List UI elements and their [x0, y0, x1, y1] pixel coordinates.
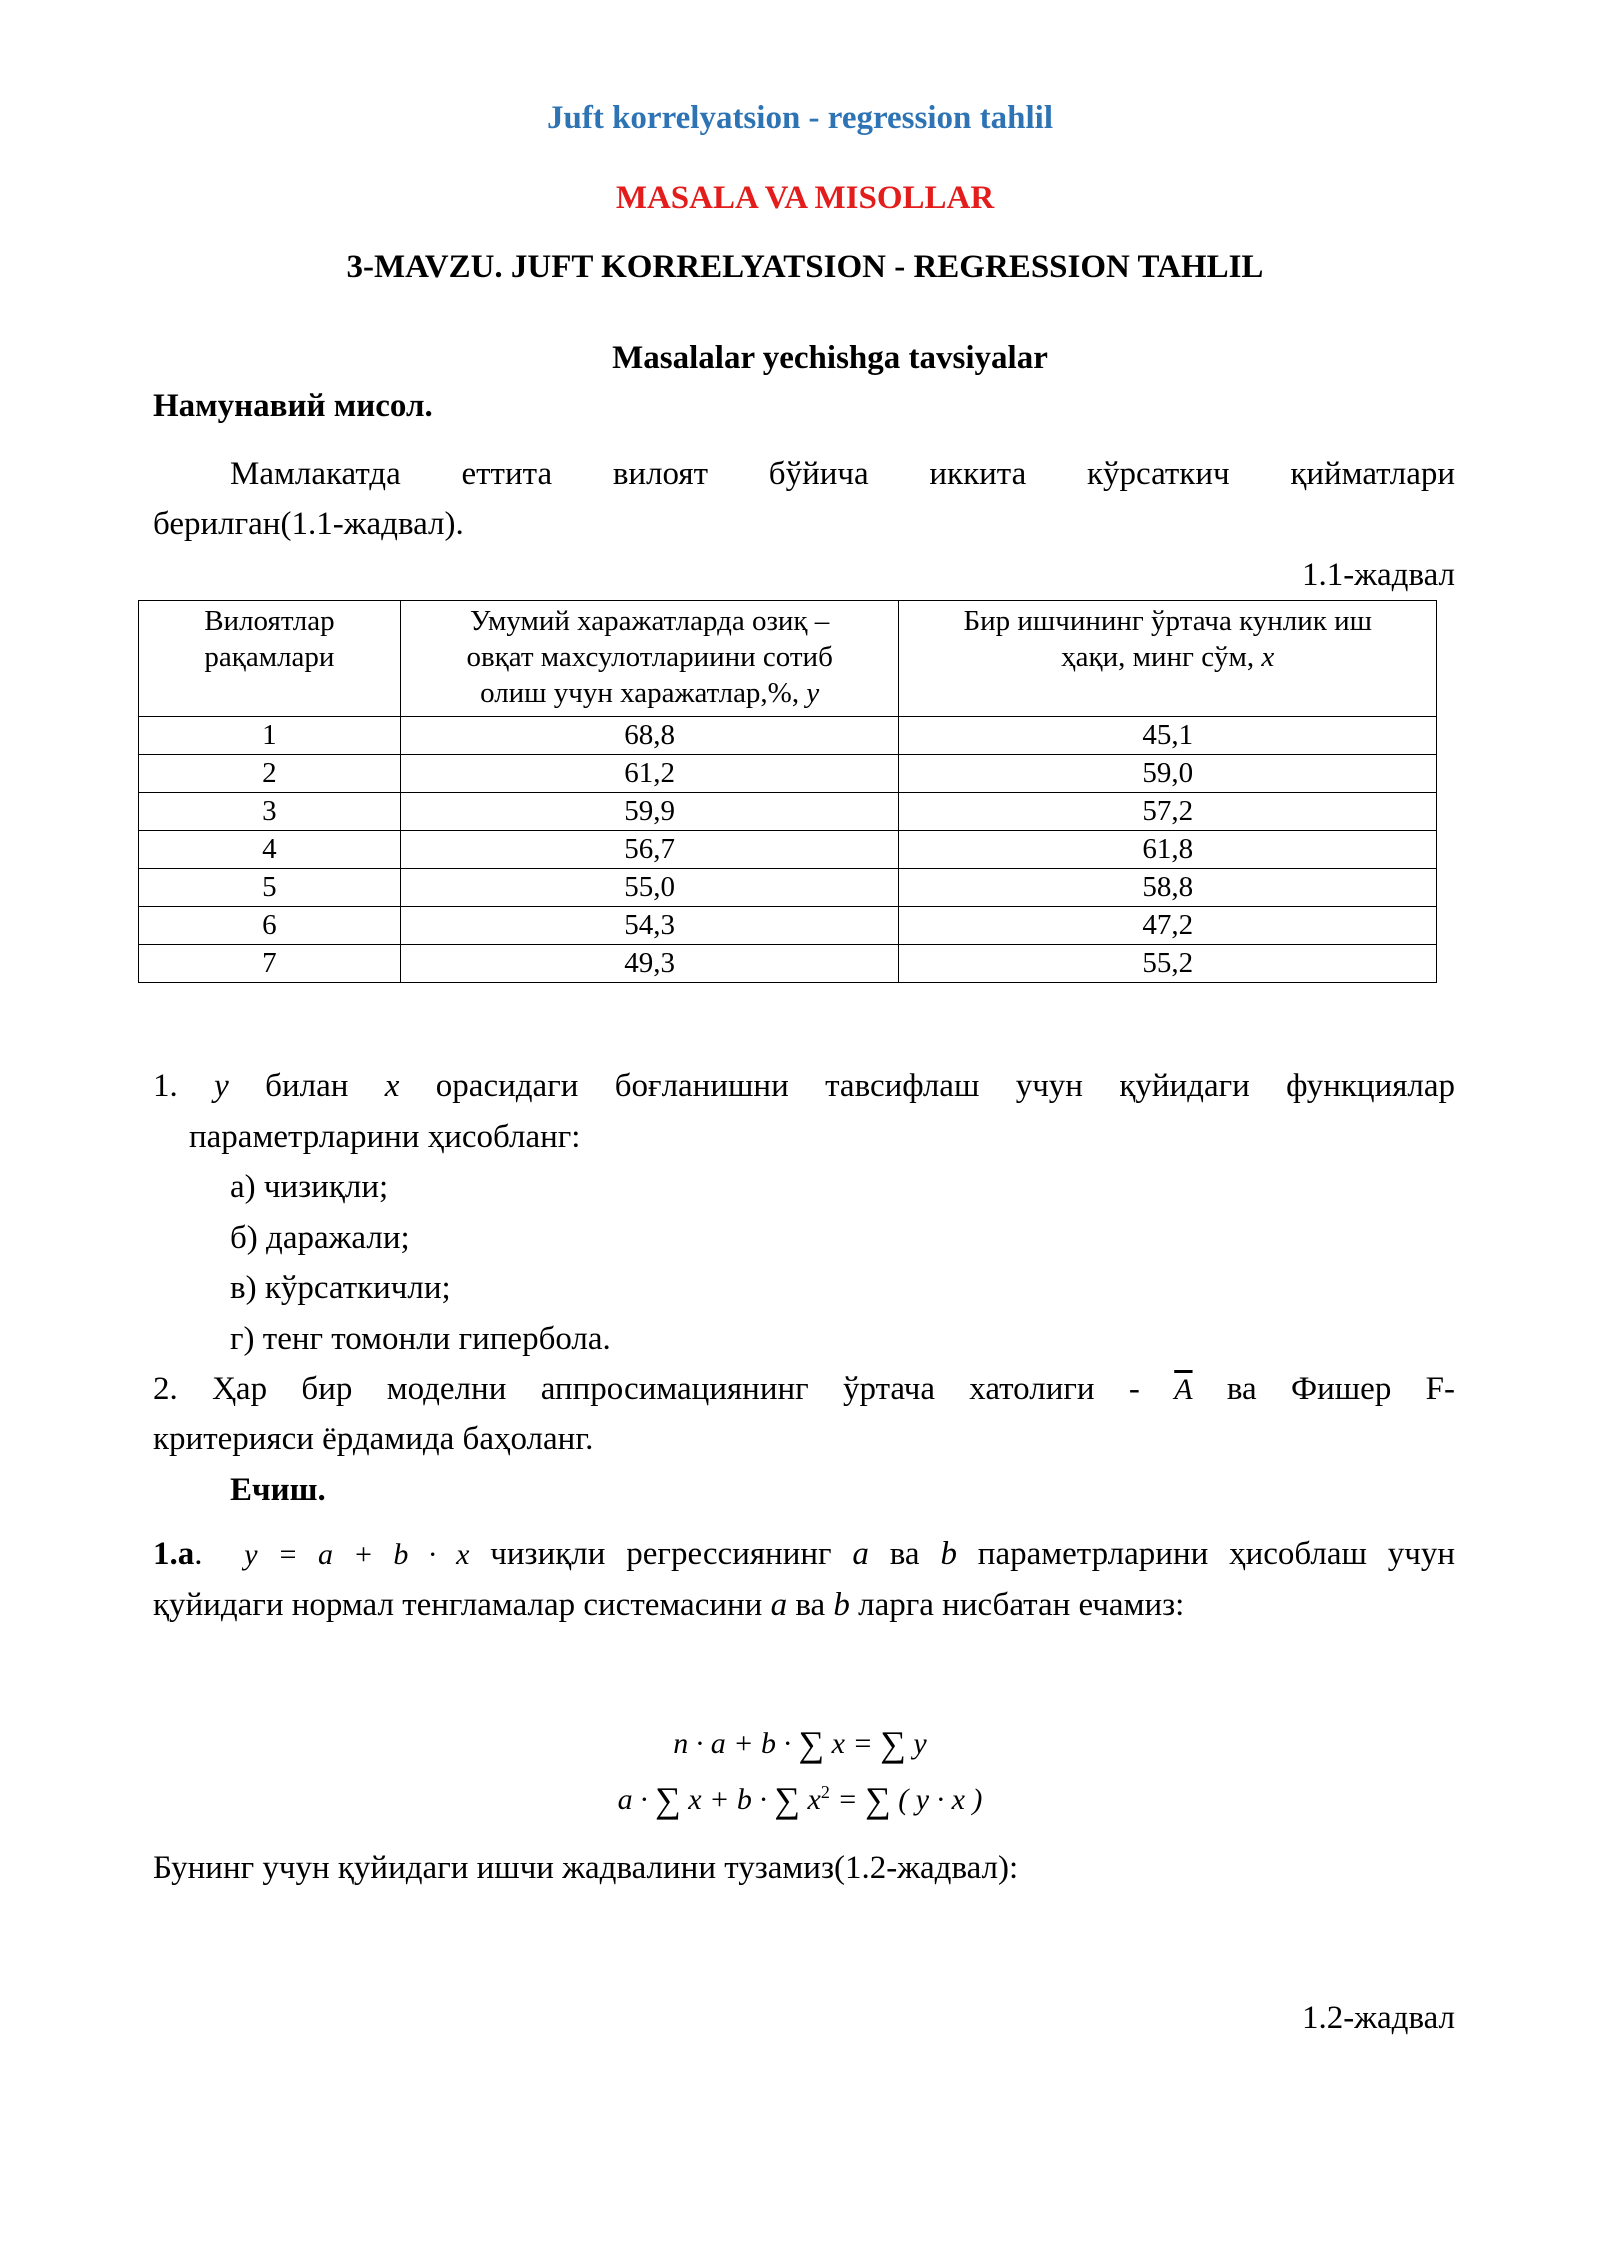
linear-formula: y = a + b · x — [244, 1538, 470, 1571]
table-row — [139, 755, 1437, 793]
subtitle: Masalalar yechishga tavsiyalar — [612, 340, 1048, 376]
normal-equation-2: a · ∑ x + b · ∑ $x^2$ = ∑ ( y · x ) — [617, 1780, 983, 1820]
food-expenses-cell: 59,9 — [400, 793, 899, 831]
task1-item-b: б) даражали; — [230, 1220, 410, 1256]
header-region-number: Вилоятлар рақамлари — [139, 601, 401, 717]
example-heading: Намунавий мисол. — [153, 388, 433, 424]
daily-wage-cell: 59,0 — [899, 755, 1437, 793]
task1-line-1: 1. y билан x орасидаги боғланишни тавсифлаш учун қуйидаги функциялар — [153, 1068, 1456, 1104]
task1-item-c: в) кўрсаткичли; — [230, 1270, 451, 1306]
daily-wage-cell: 57,2 — [899, 793, 1437, 831]
region-number-cell: 3 — [139, 793, 401, 831]
region-number-cell: 7 — [139, 945, 401, 983]
task2-line-1: 2. Ҳар бир моделни аппросимациянинг ўртача хатолиги - $\overline{A}$ ва Фишер F- — [153, 1371, 1455, 1407]
region-number-cell: 2 — [139, 755, 401, 793]
daily-wage-cell: 45,1 — [899, 717, 1437, 755]
table2-caption: 1.2-жадвал — [1301, 2000, 1455, 2036]
header-daily-wage: Бир ишчининг ўртача кунлик иш ҳақи, минг сўм, x — [899, 601, 1437, 717]
table1-caption: 1.1-жадвал — [1301, 557, 1455, 593]
data-table — [138, 600, 1437, 983]
task2-line-2: критерияси ёрдамида баҳоланг. — [153, 1421, 594, 1457]
table-row — [139, 793, 1437, 831]
normal-equation-1: n · a + b · ∑ x = ∑ y — [673, 1724, 927, 1764]
intro-line-2: берилган(1.1-жадвал). — [153, 506, 464, 542]
food-expenses-cell: 68,8 — [400, 717, 899, 755]
header-food-expenses: Умумий харажатларда озиқ – овқат махсулотлариини сотиб олиш учун харажатлар,%, y — [400, 601, 899, 717]
region-number-cell: 6 — [139, 907, 401, 945]
solution-line-1: 1.а. y = a + b · x чизиқли регрессиянинг a ва b параметрларини ҳисоблаш учун — [153, 1536, 1456, 1572]
table-row — [139, 831, 1437, 869]
solution-line-2: қуйидаги нормал тенгламалар системасини a ва b ларга нисбатан ечамиз: — [153, 1587, 1185, 1623]
average-error-symbol: $\overline{A}$ — [1174, 1373, 1193, 1406]
worktable-intro: Бунинг учун қуйидаги ишчи жадвалини тузамиз(1.2-жадвал): — [153, 1850, 1019, 1886]
table-row — [139, 869, 1437, 907]
daily-wage-cell: 55,2 — [899, 945, 1437, 983]
daily-wage-cell: 58,8 — [899, 869, 1437, 907]
table-row — [139, 907, 1437, 945]
daily-wage-cell: 61,8 — [899, 831, 1437, 869]
task1-item-d: г) тенг томонли гипербола. — [230, 1321, 611, 1357]
topic-title: 3-MAVZU. JUFT KORRELYATSION - REGRESSION TAHLIL — [346, 249, 1264, 285]
region-number-cell: 5 — [139, 869, 401, 907]
task1-line-2: параметрларини ҳисобланг: — [189, 1119, 581, 1155]
food-expenses-cell: 61,2 — [400, 755, 899, 793]
intro-line-1: Мамлакатда еттита вилоят бўйича иккита кўрсаткич қийматлари — [230, 456, 1455, 492]
food-expenses-cell: 55,0 — [400, 869, 899, 907]
food-expenses-cell: 56,7 — [400, 831, 899, 869]
section-title: MASALA VA MISOLLAR — [615, 180, 995, 216]
table-header-row — [139, 601, 1437, 717]
solution-heading: Ечиш. — [230, 1472, 326, 1508]
region-number-cell: 1 — [139, 717, 401, 755]
food-expenses-cell: 49,3 — [400, 945, 899, 983]
daily-wage-cell: 47,2 — [899, 907, 1437, 945]
task1-item-a: а) чизиқли; — [230, 1169, 389, 1205]
food-expenses-cell: 54,3 — [400, 907, 899, 945]
region-number-cell: 4 — [139, 831, 401, 869]
top-title: Juft korrelyatsion - regression tahlil — [547, 100, 1053, 136]
table-row — [139, 945, 1437, 983]
table-row — [139, 717, 1437, 755]
